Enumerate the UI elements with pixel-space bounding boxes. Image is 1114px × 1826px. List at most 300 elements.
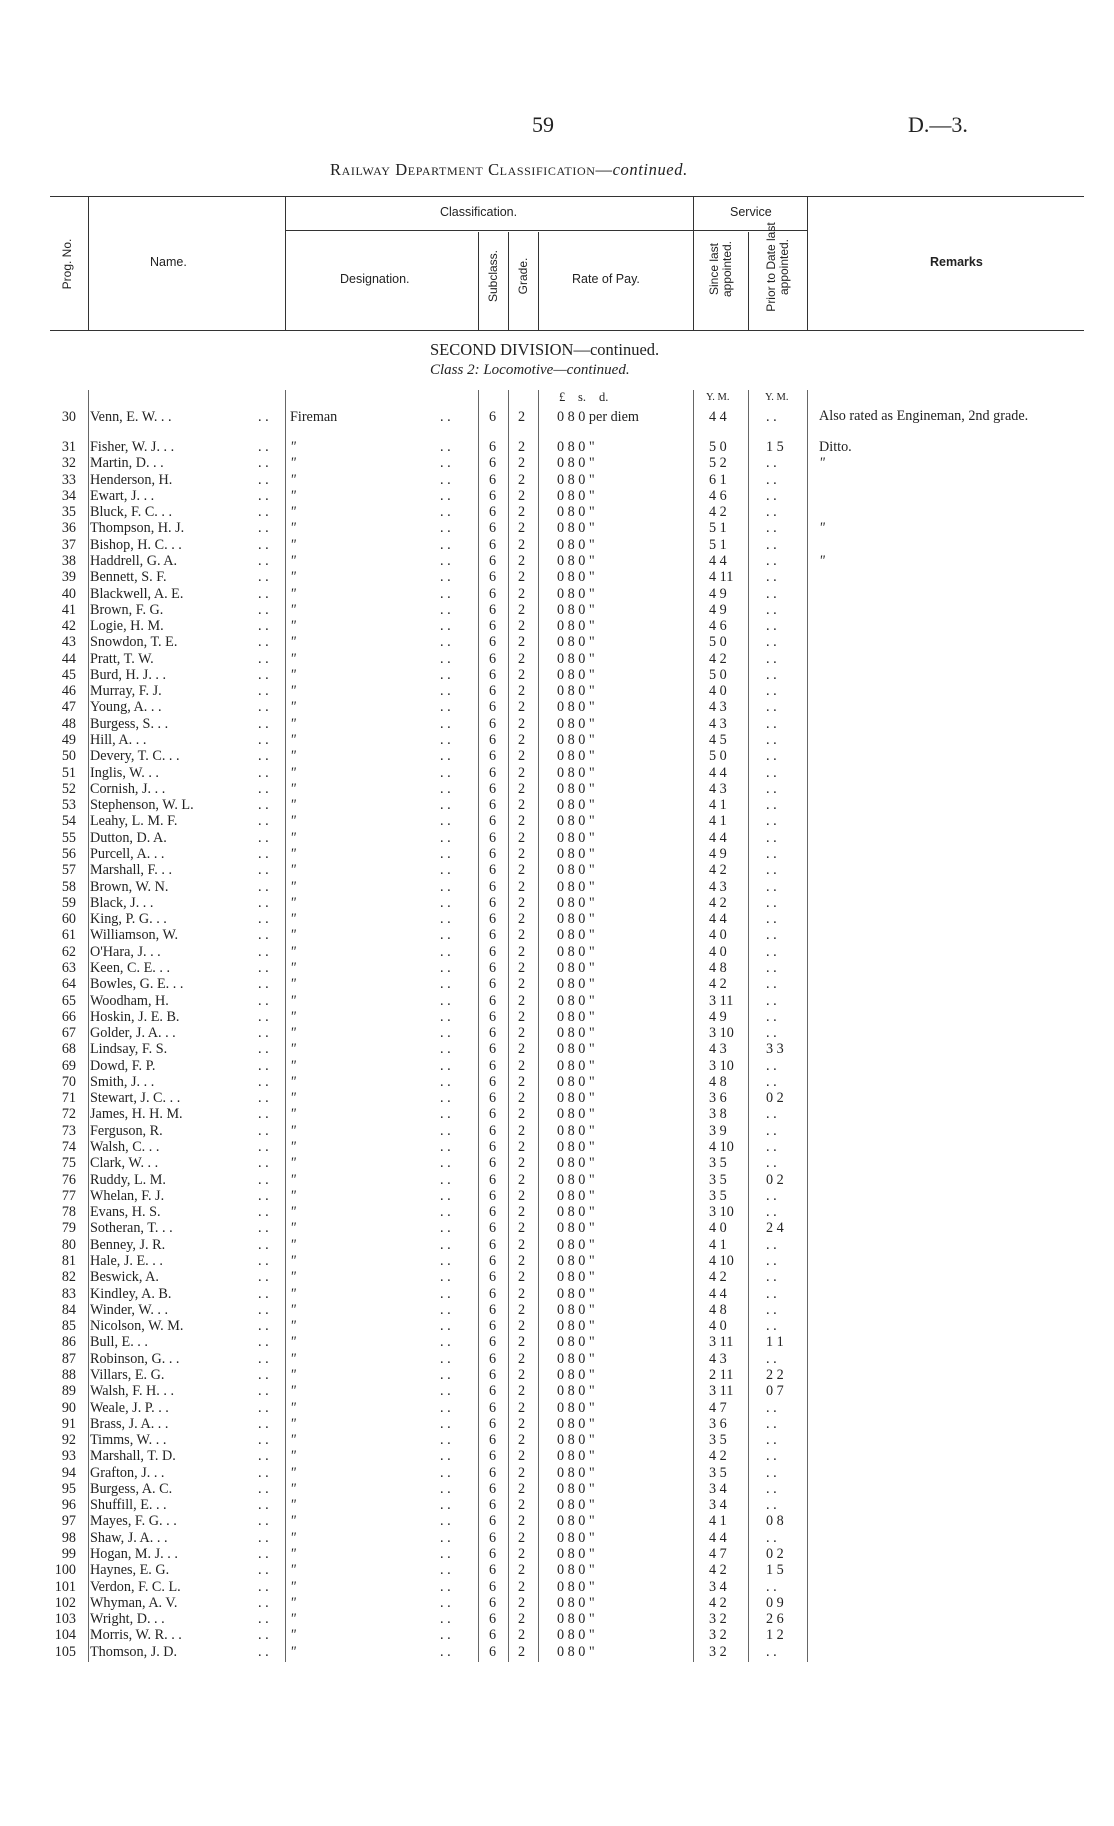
row-name: Weale, J. P. . . <box>90 1399 169 1416</box>
leader-dots: . . <box>440 409 451 425</box>
row-prior: . . <box>766 1285 777 1302</box>
leader-dots: . . <box>440 813 451 830</box>
row-name: Fisher, W. J. . . <box>90 439 175 455</box>
row-prior: . . <box>766 1480 777 1497</box>
leader-dots: . . <box>258 732 269 749</box>
leader-dots: . . <box>258 829 269 846</box>
leader-dots: . . <box>258 715 269 732</box>
row-designation: " <box>290 1627 296 1644</box>
row-since-last: 3 11 <box>709 1334 734 1351</box>
row-prior: . . <box>766 715 777 732</box>
row-grade: 2 <box>518 797 526 814</box>
row-number: 78 <box>61 1204 76 1221</box>
row-designation: " <box>290 634 296 651</box>
leader-dots: . . <box>440 1253 451 1269</box>
row-designation: " <box>290 927 296 944</box>
row-name: Keen, C. E. . . <box>90 959 170 976</box>
row-grade: 2 <box>518 471 526 488</box>
row-prior: . . <box>766 1578 777 1595</box>
row-grade: 2 <box>518 911 526 928</box>
row-subclass: 6 <box>489 1236 497 1253</box>
row-number: 75 <box>61 1155 76 1172</box>
leader-dots: . . <box>440 1090 451 1107</box>
row-since-last: 3 8 <box>709 1106 727 1123</box>
leader-dots: . . <box>258 1106 269 1123</box>
leader-dots: . . <box>258 601 269 618</box>
row-subclass: 6 <box>489 911 497 928</box>
leader-dots: . . <box>440 1594 451 1611</box>
row-since-last: 5 2 <box>709 455 727 472</box>
row-grade: 2 <box>518 732 526 749</box>
row-designation: " <box>290 471 296 488</box>
row-designation: " <box>290 894 296 911</box>
header-since-last: Since last appointed. <box>707 240 734 298</box>
row-designation: " <box>290 780 296 797</box>
row-number: 88 <box>61 1366 76 1383</box>
row-name: Cornish, J. . . <box>90 780 166 797</box>
leader-dots: . . <box>258 992 269 1009</box>
row-since-last: 3 5 <box>709 1464 727 1481</box>
row-rate-of-pay: 0 8 0 " <box>557 666 595 683</box>
row-number: 103 <box>54 1611 76 1628</box>
row-since-last: 4 1 <box>709 1513 727 1530</box>
row-grade: 2 <box>518 634 526 651</box>
row-rate-of-pay: 0 8 0 " <box>557 1350 595 1367</box>
row-since-last: 5 0 <box>709 666 727 683</box>
row-since-last: 4 3 <box>709 699 727 716</box>
row-prior: . . <box>766 585 777 602</box>
leader-dots: . . <box>258 439 269 455</box>
row-prior: . . <box>766 846 777 862</box>
row-remarks: " <box>819 552 825 569</box>
leader-dots: . . <box>258 1253 269 1269</box>
row-designation: " <box>290 1253 296 1269</box>
row-since-last: 5 1 <box>709 520 727 537</box>
row-number: 38 <box>61 552 76 569</box>
row-since-last: 4 11 <box>709 569 734 586</box>
row-remarks: " <box>819 520 825 537</box>
row-name: Hoskin, J. E. B. <box>90 1008 180 1025</box>
leader-dots: . . <box>440 829 451 846</box>
row-subclass: 6 <box>489 764 497 781</box>
header-name: Name. <box>150 255 187 269</box>
row-number: 30 <box>61 409 76 425</box>
leader-dots: . . <box>258 878 269 895</box>
row-since-last: 4 4 <box>709 409 727 425</box>
row-subclass: 6 <box>489 504 497 521</box>
row-since-last: 4 1 <box>709 813 727 830</box>
row-number: 67 <box>61 1025 76 1042</box>
row-name: Clark, W. . . <box>90 1155 159 1172</box>
leader-dots: . . <box>258 1318 269 1335</box>
row-subclass: 6 <box>489 1122 497 1139</box>
row-subclass: 6 <box>489 1187 497 1204</box>
row-name: Nicolson, W. M. <box>90 1318 184 1335</box>
leader-dots: . . <box>258 748 269 765</box>
row-grade: 2 <box>518 585 526 602</box>
row-rate-of-pay: 0 8 0 " <box>557 1171 595 1188</box>
row-prior: . . <box>766 1301 777 1318</box>
row-rate-of-pay: 0 8 0 " <box>557 1155 595 1172</box>
row-grade: 2 <box>518 1578 526 1595</box>
leader-dots: . . <box>440 1480 451 1497</box>
row-subclass: 6 <box>489 1578 497 1595</box>
row-rate-of-pay: 0 8 0 " <box>557 1122 595 1139</box>
leader-dots: . . <box>258 1513 269 1530</box>
row-subclass: 6 <box>489 1529 497 1546</box>
row-prior: . . <box>766 1269 777 1286</box>
leader-dots: . . <box>440 1073 451 1090</box>
row-number: 34 <box>61 487 76 504</box>
row-number: 86 <box>61 1334 76 1351</box>
row-number: 76 <box>61 1171 76 1188</box>
row-rate-of-pay: 0 8 0 " <box>557 1204 595 1221</box>
row-rate-of-pay: 0 8 0 " <box>557 504 595 521</box>
row-number: 42 <box>61 618 76 635</box>
row-rate-of-pay: 0 8 0 " <box>557 1334 595 1351</box>
row-rate-of-pay: 0 8 0 " <box>557 797 595 814</box>
leader-dots: . . <box>440 552 451 569</box>
row-grade: 2 <box>518 1415 526 1432</box>
row-since-last: 4 2 <box>709 894 727 911</box>
row-since-last: 4 3 <box>709 780 727 797</box>
row-subclass: 6 <box>489 1350 497 1367</box>
row-name: Brown, W. N. <box>90 878 169 895</box>
row-subclass: 6 <box>489 1204 497 1221</box>
leader-dots: . . <box>440 1041 451 1058</box>
row-grade: 2 <box>518 1139 526 1156</box>
row-since-last: 3 2 <box>709 1611 727 1628</box>
row-grade: 2 <box>518 1546 526 1563</box>
row-subclass: 6 <box>489 1139 497 1156</box>
row-number: 41 <box>61 601 76 618</box>
leader-dots: . . <box>258 409 269 425</box>
leader-dots: . . <box>258 894 269 911</box>
row-number: 87 <box>61 1350 76 1367</box>
row-since-last: 3 4 <box>709 1578 727 1595</box>
row-rate-of-pay: 0 8 0 " <box>557 1269 595 1286</box>
row-grade: 2 <box>518 1204 526 1221</box>
header-bottom-rule <box>50 330 1084 331</box>
row-rate-of-pay: 0 8 0 " <box>557 732 595 749</box>
row-designation: " <box>290 1073 296 1090</box>
leader-dots: . . <box>258 634 269 651</box>
row-prior: . . <box>766 634 777 651</box>
row-name: Walsh, C. . . <box>90 1139 160 1156</box>
leader-dots: . . <box>258 1057 269 1074</box>
leader-dots: . . <box>258 585 269 602</box>
row-rate-of-pay: 0 8 0 " <box>557 959 595 976</box>
row-name: Logie, H. M. <box>90 618 164 635</box>
leader-dots: . . <box>440 1269 451 1286</box>
row-prior: . . <box>766 1399 777 1416</box>
leader-dots: . . <box>440 1562 451 1579</box>
row-name: Dowd, F. P. <box>90 1057 156 1074</box>
row-subclass: 6 <box>489 1383 497 1400</box>
leader-dots: . . <box>440 894 451 911</box>
leader-dots: . . <box>440 504 451 521</box>
leader-dots: . . <box>440 618 451 635</box>
row-prior: . . <box>766 813 777 830</box>
row-prior: . . <box>766 1122 777 1139</box>
row-since-last: 4 9 <box>709 1008 727 1025</box>
row-rate-of-pay: 0 8 0 " <box>557 618 595 635</box>
row-prior: . . <box>766 1139 777 1156</box>
row-rate-of-pay: 0 8 0 " <box>557 455 595 472</box>
row-designation: " <box>290 764 296 781</box>
row-number: 37 <box>61 536 76 553</box>
leader-dots: . . <box>440 471 451 488</box>
row-rate-of-pay: 0 8 0 " <box>557 1057 595 1074</box>
leader-dots: . . <box>440 1350 451 1367</box>
row-subclass: 6 <box>489 455 497 472</box>
leader-dots: . . <box>258 1025 269 1042</box>
row-since-last: 3 11 <box>709 992 734 1009</box>
row-prior: . . <box>766 683 777 700</box>
row-rate-of-pay: 0 8 0 " <box>557 1464 595 1481</box>
leader-dots: . . <box>258 1122 269 1139</box>
row-prior: 1 1 <box>766 1334 784 1351</box>
row-grade: 2 <box>518 1008 526 1025</box>
leader-dots: . . <box>440 764 451 781</box>
row-grade: 2 <box>518 1285 526 1302</box>
row-since-last: 5 0 <box>709 439 727 455</box>
row-name: King, P. G. . . <box>90 911 167 928</box>
row-rate-of-pay: 0 8 0 " <box>557 1041 595 1058</box>
row-since-last: 3 10 <box>709 1204 734 1221</box>
row-since-last: 3 5 <box>709 1187 727 1204</box>
row-number: 59 <box>61 894 76 911</box>
row-designation: " <box>290 1350 296 1367</box>
row-since-last: 4 2 <box>709 1562 727 1579</box>
leader-dots: . . <box>440 1415 451 1432</box>
leader-dots: . . <box>440 1578 451 1595</box>
row-number: 43 <box>61 634 76 651</box>
row-name: Brass, J. A. . . <box>90 1415 169 1432</box>
row-grade: 2 <box>518 1155 526 1172</box>
row-designation: " <box>290 1090 296 1107</box>
row-prior: . . <box>766 1073 777 1090</box>
row-prior: . . <box>766 569 777 586</box>
row-prior: . . <box>766 666 777 683</box>
row-name: Kindley, A. B. <box>90 1285 172 1302</box>
row-grade: 2 <box>518 764 526 781</box>
row-since-last: 3 6 <box>709 1090 727 1107</box>
row-name: Young, A. . . <box>90 699 162 716</box>
row-grade: 2 <box>518 455 526 472</box>
row-subclass: 6 <box>489 634 497 651</box>
row-since-last: 4 9 <box>709 585 727 602</box>
row-number: 104 <box>54 1627 76 1644</box>
row-number: 33 <box>61 471 76 488</box>
row-designation: " <box>290 1187 296 1204</box>
row-designation: " <box>290 1106 296 1123</box>
leader-dots: . . <box>258 1139 269 1156</box>
row-name: Golder, J. A. . . <box>90 1025 176 1042</box>
leader-dots: . . <box>440 715 451 732</box>
row-name: Marshall, T. D. <box>90 1448 176 1465</box>
row-grade: 2 <box>518 1497 526 1514</box>
row-name: Burd, H. J. . . <box>90 666 167 683</box>
row-grade: 2 <box>518 780 526 797</box>
row-name: Burgess, S. . . <box>90 715 169 732</box>
row-rate-of-pay: 0 8 0 " <box>557 1301 595 1318</box>
row-remarks: " <box>819 455 825 472</box>
row-since-last: 4 2 <box>709 1594 727 1611</box>
leader-dots: . . <box>258 1155 269 1172</box>
row-subclass: 6 <box>489 1464 497 1481</box>
leader-dots: . . <box>258 1041 269 1058</box>
row-grade: 2 <box>518 1464 526 1481</box>
row-subclass: 6 <box>489 1562 497 1579</box>
row-prior: . . <box>766 894 777 911</box>
leader-dots: . . <box>258 780 269 797</box>
section-subtitle: Class 2: Locomotive—continued. <box>430 362 630 378</box>
row-rate-of-pay: 0 8 0 " <box>557 1106 595 1123</box>
leader-dots: . . <box>440 1236 451 1253</box>
row-name: Evans, H. S. <box>90 1204 161 1221</box>
leader-dots: . . <box>440 732 451 749</box>
row-grade: 2 <box>518 1187 526 1204</box>
row-rate-of-pay: 0 8 0 " <box>557 1594 595 1611</box>
row-designation: " <box>290 943 296 960</box>
row-prior: . . <box>766 959 777 976</box>
row-number: 84 <box>61 1301 76 1318</box>
row-number: 94 <box>61 1464 76 1481</box>
row-designation: " <box>290 1025 296 1042</box>
row-designation: " <box>290 585 296 602</box>
row-number: 65 <box>61 992 76 1009</box>
row-designation: " <box>290 1318 296 1335</box>
row-since-last: 3 5 <box>709 1171 727 1188</box>
row-subclass: 6 <box>489 1497 497 1514</box>
leader-dots: . . <box>258 1090 269 1107</box>
row-subclass: 6 <box>489 487 497 504</box>
row-rate-of-pay: 0 8 0 " <box>557 1529 595 1546</box>
row-grade: 2 <box>518 1627 526 1644</box>
row-rate-of-pay: 0 8 0 " <box>557 846 595 862</box>
header-divider <box>88 196 89 330</box>
row-since-last: 4 1 <box>709 1236 727 1253</box>
row-since-last: 4 2 <box>709 976 727 993</box>
row-since-last: 4 3 <box>709 1350 727 1367</box>
row-name: Wright, D. . . <box>90 1611 165 1628</box>
row-since-last: 5 1 <box>709 536 727 553</box>
row-since-last: 3 4 <box>709 1480 727 1497</box>
row-since-last: 4 7 <box>709 1546 727 1563</box>
row-designation: " <box>290 1220 296 1237</box>
row-number: 68 <box>61 1041 76 1058</box>
row-rate-of-pay: 0 8 0 " <box>557 1546 595 1563</box>
row-subclass: 6 <box>489 959 497 976</box>
row-name: Murray, F. J. <box>90 683 162 700</box>
row-grade: 2 <box>518 715 526 732</box>
row-name: Stephenson, W. L. <box>90 797 194 814</box>
row-rate-of-pay: 0 8 0 " <box>557 1090 595 1107</box>
row-designation: " <box>290 1204 296 1221</box>
row-grade: 2 <box>518 1594 526 1611</box>
leader-dots: . . <box>258 455 269 472</box>
header-subclass: Subclass. <box>486 249 500 303</box>
leader-dots: . . <box>440 1285 451 1302</box>
row-name: O'Hara, J. . . <box>90 943 161 960</box>
row-since-last: 4 0 <box>709 927 727 944</box>
row-grade: 2 <box>518 1318 526 1335</box>
row-subclass: 6 <box>489 976 497 993</box>
row-subclass: 6 <box>489 829 497 846</box>
row-name: Bluck, F. C. . . <box>90 504 173 521</box>
leader-dots: . . <box>258 1432 269 1449</box>
row-designation: " <box>290 536 296 553</box>
row-grade: 2 <box>518 504 526 521</box>
leader-dots: . . <box>258 1480 269 1497</box>
row-designation: " <box>290 992 296 1009</box>
row-number: 52 <box>61 780 76 797</box>
leader-dots: . . <box>258 1285 269 1302</box>
row-grade: 2 <box>518 1220 526 1237</box>
row-designation: " <box>290 1578 296 1595</box>
row-rate-of-pay: 0 8 0 " <box>557 1383 595 1400</box>
row-grade: 2 <box>518 1643 526 1660</box>
row-grade: 2 <box>518 1236 526 1253</box>
row-grade: 2 <box>518 813 526 830</box>
row-prior: . . <box>766 878 777 895</box>
row-grade: 2 <box>518 1562 526 1579</box>
row-since-last: 4 0 <box>709 683 727 700</box>
row-subclass: 6 <box>489 569 497 586</box>
row-subclass: 6 <box>489 1366 497 1383</box>
leader-dots: . . <box>440 1139 451 1156</box>
header-grade: Grade. <box>516 257 530 295</box>
leader-dots: . . <box>258 683 269 700</box>
leader-dots: . . <box>440 1187 451 1204</box>
row-prior: . . <box>766 1350 777 1367</box>
row-rate-of-pay: 0 8 0 " <box>557 1611 595 1628</box>
row-number: 66 <box>61 1008 76 1025</box>
row-designation: " <box>290 504 296 521</box>
row-number: 63 <box>61 959 76 976</box>
row-designation: " <box>290 487 296 504</box>
row-designation: " <box>290 699 296 716</box>
row-since-last: 5 0 <box>709 634 727 651</box>
leader-dots: . . <box>440 1220 451 1237</box>
leader-dots: . . <box>258 1171 269 1188</box>
row-rate-of-pay: 0 8 0 " <box>557 1513 595 1530</box>
row-rate-of-pay: 0 8 0 " <box>557 1432 595 1449</box>
leader-dots: . . <box>440 1008 451 1025</box>
row-subclass: 6 <box>489 585 497 602</box>
header-top-rule <box>50 196 1084 197</box>
row-prior: . . <box>766 699 777 716</box>
row-grade: 2 <box>518 943 526 960</box>
row-prior: . . <box>766 552 777 569</box>
row-since-last: 4 2 <box>709 862 727 879</box>
leader-dots: . . <box>258 927 269 944</box>
header-designation: Designation. <box>340 272 410 286</box>
row-rate-of-pay: 0 8 0 " <box>557 878 595 895</box>
row-since-last: 4 2 <box>709 1448 727 1465</box>
row-rate-of-pay: 0 8 0 " <box>557 552 595 569</box>
row-number: 60 <box>61 911 76 928</box>
row-designation: " <box>290 1611 296 1628</box>
row-name: Stewart, J. C. . . <box>90 1090 181 1107</box>
leader-dots: . . <box>440 487 451 504</box>
row-designation: " <box>290 1480 296 1497</box>
row-prior: 0 9 <box>766 1594 784 1611</box>
row-prior: 0 2 <box>766 1171 784 1188</box>
row-name: Lindsay, F. S. <box>90 1041 168 1058</box>
row-prior: . . <box>766 992 777 1009</box>
